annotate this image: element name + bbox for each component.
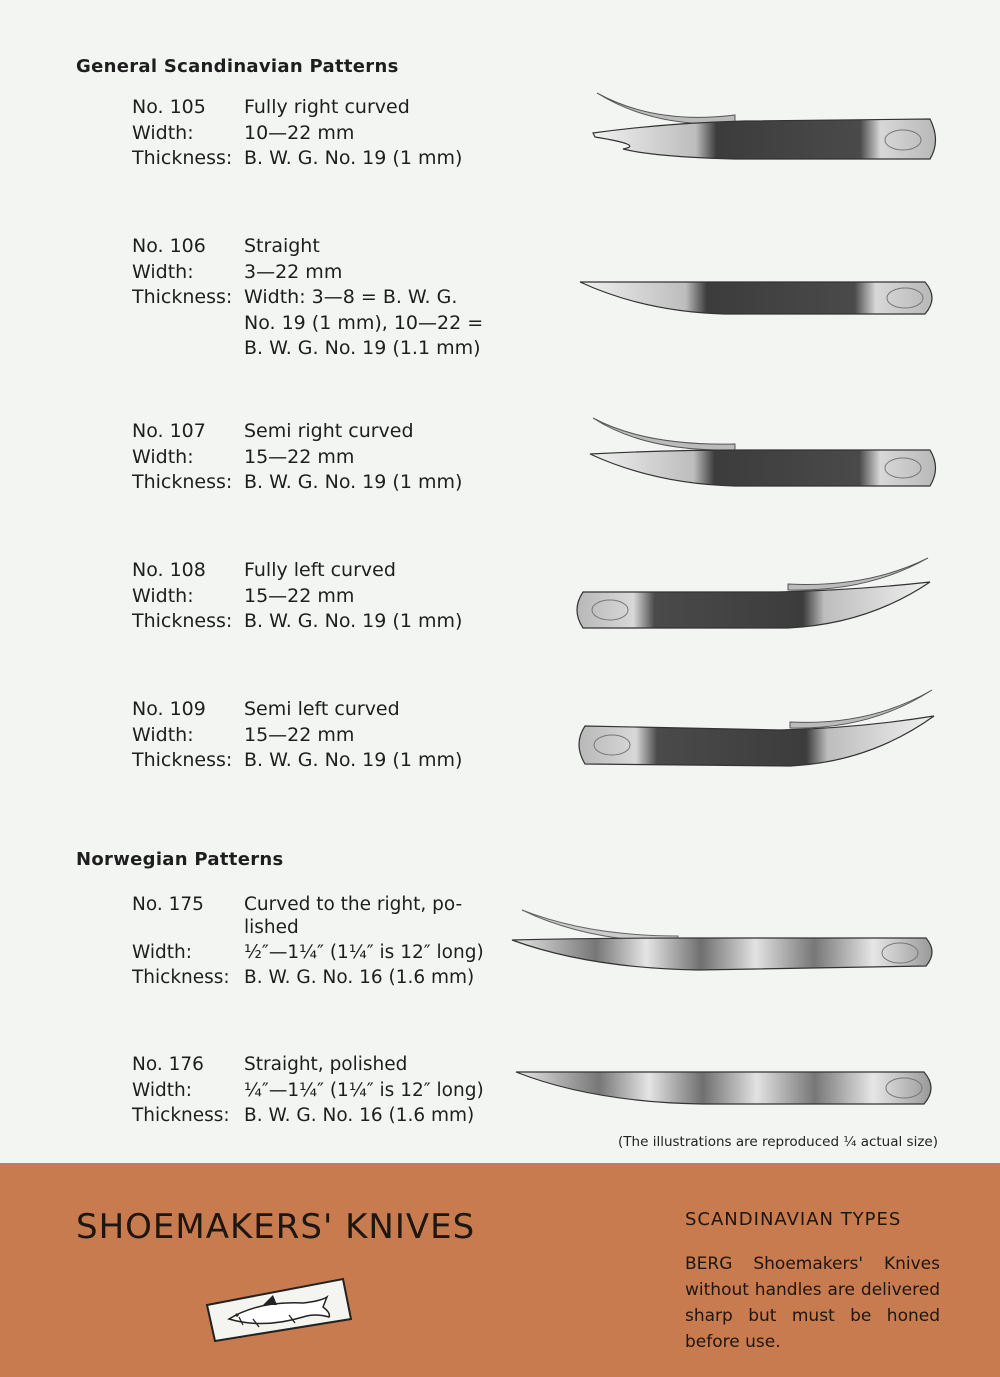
- item-number: No. 105: [132, 96, 206, 118]
- semi-left-curved-knife-icon: [570, 686, 940, 782]
- thickness-value: B. W. G. No. 19 (1 mm): [244, 471, 463, 493]
- thickness-label: Thickness:: [132, 286, 233, 308]
- polished-straight-knife-icon: [512, 1064, 942, 1114]
- item-description: Fully right curved: [244, 96, 410, 118]
- width-label: Width:: [132, 260, 194, 283]
- footer-description: BERG Shoemakers' Knives without handles are delivered sharp but must be honed before use.: [685, 1254, 940, 1352]
- entry-108: [132, 558, 512, 635]
- right-curved-knife-icon: [585, 85, 945, 175]
- item-description: Semi right curved: [244, 420, 414, 442]
- section-title-scandinavian: General Scandinavian Patterns: [76, 56, 399, 77]
- item-description-line-2: lished: [244, 917, 299, 938]
- footer-title: SHOEMAKERS' KNIVES: [76, 1207, 476, 1247]
- thickness-value: B. W. G. No. 16 (1.6 mm): [244, 1105, 475, 1126]
- entry-175: [132, 893, 512, 989]
- thickness-value-line-2: No. 19 (1 mm), 10—22 =: [244, 311, 484, 334]
- width-label: Width:: [132, 584, 194, 607]
- section-title-norwegian: Norwegian Patterns: [76, 849, 284, 870]
- illustration-note: (The illustrations are reproduced ¼ actual size): [618, 1134, 938, 1150]
- thickness-label: Thickness:: [132, 147, 233, 169]
- item-number: No. 108: [132, 559, 206, 581]
- thickness-label: Thickness:: [132, 967, 230, 988]
- entry-109: [132, 697, 512, 774]
- thickness-value: B. W. G. No. 19 (1 mm): [244, 147, 463, 169]
- width-label: Width:: [132, 1079, 192, 1101]
- thickness-label: Thickness:: [132, 471, 233, 493]
- thickness-value-line-3: B. W. G. No. 19 (1.1 mm): [244, 337, 481, 359]
- entry-105: [132, 95, 512, 172]
- width-value: 3—22 mm: [244, 260, 343, 283]
- thickness-label: Thickness:: [132, 1105, 230, 1126]
- width-label: Width:: [132, 121, 194, 144]
- width-label: Width:: [132, 445, 194, 468]
- footer-subtitle: SCANDINAVIAN TYPES: [685, 1209, 902, 1230]
- item-description: Straight, polished: [244, 1054, 408, 1075]
- entry-107: [132, 419, 512, 496]
- thickness-value: B. W. G. No. 16 (1.6 mm): [244, 967, 475, 988]
- footer-band: [0, 1163, 1000, 1377]
- thickness-value: Width: 3—8 = B. W. G.: [244, 286, 458, 308]
- item-description: Semi left curved: [244, 698, 400, 720]
- straight-knife-icon: [575, 270, 945, 330]
- width-value: ¼″—1¼″ (1¼″ is 12″ long): [244, 1079, 484, 1101]
- left-curved-knife-icon: [568, 552, 940, 642]
- item-number: No. 106: [132, 235, 206, 257]
- semi-right-curved-knife-icon: [585, 410, 945, 500]
- width-value: 15—22 mm: [244, 445, 355, 468]
- thickness-label: Thickness:: [132, 749, 233, 771]
- item-description: Straight: [244, 235, 320, 257]
- width-value: 15—22 mm: [244, 584, 355, 607]
- width-label: Width:: [132, 942, 192, 963]
- item-number: No. 107: [132, 420, 206, 442]
- entry-176: [132, 1052, 512, 1129]
- fish-logo-icon: [203, 1275, 355, 1345]
- item-number: No. 109: [132, 698, 206, 720]
- width-label: Width:: [132, 723, 194, 746]
- item-description: Curved to the right, po-: [244, 894, 463, 915]
- thickness-label: Thickness:: [132, 610, 233, 632]
- thickness-value: B. W. G. No. 19 (1 mm): [244, 749, 463, 771]
- entry-106: [132, 234, 512, 362]
- thickness-value: B. W. G. No. 19 (1 mm): [244, 610, 463, 632]
- item-number: No. 176: [132, 1054, 204, 1075]
- item-description: Fully left curved: [244, 559, 396, 581]
- width-value: ½″—1¼″ (1¼″ is 12″ long): [244, 942, 484, 963]
- width-value: 10—22 mm: [244, 121, 355, 144]
- width-value: 15—22 mm: [244, 723, 355, 746]
- item-number: No. 175: [132, 894, 204, 915]
- polished-curved-knife-icon: [508, 906, 943, 986]
